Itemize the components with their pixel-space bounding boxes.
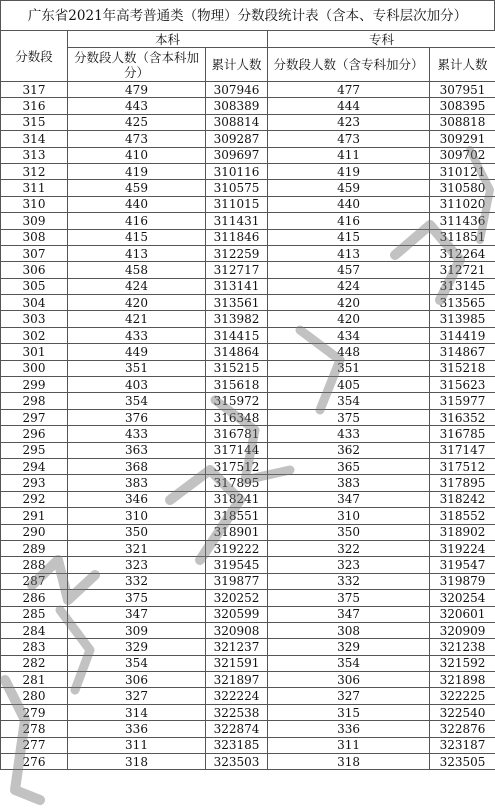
table-row bbox=[1, 557, 495, 573]
table-row bbox=[1, 508, 495, 524]
undergrad-cumulative-cell: 321591 bbox=[206, 655, 268, 671]
undergrad-count-cell: 424 bbox=[68, 278, 206, 294]
undergrad-count-cell: 346 bbox=[68, 491, 206, 507]
undergrad-cumulative-cell: 311015 bbox=[206, 196, 268, 212]
score-band-cell: 303 bbox=[1, 311, 68, 327]
undergrad-cumulative-cell: 316781 bbox=[206, 426, 268, 442]
table-row bbox=[1, 442, 495, 458]
undergrad-cumulative-cell: 318901 bbox=[206, 524, 268, 540]
junior-cumulative-cell: 312721 bbox=[430, 262, 495, 278]
undergrad-count-cell: 443 bbox=[68, 98, 206, 114]
score-band-cell: 280 bbox=[1, 688, 68, 704]
undergrad-cumulative-cell: 323503 bbox=[206, 754, 268, 770]
junior-cumulative-cell: 314867 bbox=[430, 344, 495, 360]
table-row bbox=[1, 98, 495, 114]
junior-count-cell: 405 bbox=[268, 377, 430, 393]
junior-cumulative-cell: 319547 bbox=[430, 557, 495, 573]
junior-cumulative-cell: 317895 bbox=[430, 475, 495, 491]
score-band-cell: 296 bbox=[1, 426, 68, 442]
header-score-band: 分数段 bbox=[1, 31, 68, 82]
junior-count-cell: 362 bbox=[268, 442, 430, 458]
table-row bbox=[1, 721, 495, 737]
table-row bbox=[1, 524, 495, 540]
undergrad-count-cell: 473 bbox=[68, 131, 206, 147]
junior-count-cell: 365 bbox=[268, 458, 430, 474]
junior-count-cell: 327 bbox=[268, 688, 430, 704]
undergrad-count-cell: 421 bbox=[68, 311, 206, 327]
junior-cumulative-cell: 319224 bbox=[430, 540, 495, 556]
undergrad-count-cell: 433 bbox=[68, 327, 206, 343]
table-row bbox=[1, 573, 495, 589]
score-band-cell: 279 bbox=[1, 704, 68, 720]
score-band-cell: 283 bbox=[1, 639, 68, 655]
table-row bbox=[1, 344, 495, 360]
junior-count-cell: 347 bbox=[268, 606, 430, 622]
table-row bbox=[1, 672, 495, 688]
table-row bbox=[1, 409, 495, 425]
junior-cumulative-cell: 309702 bbox=[430, 147, 495, 163]
score-band-cell: 307 bbox=[1, 245, 68, 261]
junior-cumulative-cell: 320909 bbox=[430, 622, 495, 638]
score-band-cell: 301 bbox=[1, 344, 68, 360]
table-row bbox=[1, 491, 495, 507]
undergrad-cumulative-cell: 315215 bbox=[206, 360, 268, 376]
junior-count-cell: 347 bbox=[268, 491, 430, 507]
junior-cumulative-cell: 313145 bbox=[430, 278, 495, 294]
score-band-cell: 294 bbox=[1, 458, 68, 474]
undergrad-cumulative-cell: 320252 bbox=[206, 590, 268, 606]
undergrad-count-cell: 459 bbox=[68, 180, 206, 196]
undergrad-cumulative-cell: 310116 bbox=[206, 163, 268, 179]
junior-cumulative-cell: 311020 bbox=[430, 196, 495, 212]
junior-count-cell: 375 bbox=[268, 590, 430, 606]
junior-count-cell: 306 bbox=[268, 672, 430, 688]
score-band-cell: 312 bbox=[1, 163, 68, 179]
score-band-cell: 278 bbox=[1, 721, 68, 737]
junior-count-cell: 444 bbox=[268, 98, 430, 114]
score-band-cell: 291 bbox=[1, 508, 68, 524]
undergrad-count-cell: 327 bbox=[68, 688, 206, 704]
junior-count-cell: 332 bbox=[268, 573, 430, 589]
undergrad-cumulative-cell: 322874 bbox=[206, 721, 268, 737]
undergrad-cumulative-cell: 308814 bbox=[206, 114, 268, 130]
table-row bbox=[1, 688, 495, 704]
score-band-cell: 295 bbox=[1, 442, 68, 458]
undergrad-count-cell: 350 bbox=[68, 524, 206, 540]
score-band-cell: 293 bbox=[1, 475, 68, 491]
junior-cumulative-cell: 315623 bbox=[430, 377, 495, 393]
junior-count-cell: 420 bbox=[268, 311, 430, 327]
table-row bbox=[1, 311, 495, 327]
undergrad-count-cell: 354 bbox=[68, 393, 206, 409]
undergrad-cumulative-cell: 309697 bbox=[206, 147, 268, 163]
undergrad-count-cell: 306 bbox=[68, 672, 206, 688]
undergrad-cumulative-cell: 311431 bbox=[206, 213, 268, 229]
table-row bbox=[1, 639, 495, 655]
header-junior-group: 专科 bbox=[268, 31, 495, 48]
header-undergrad-count: 分数段人数（含本科加分） bbox=[68, 48, 206, 82]
junior-count-cell: 419 bbox=[268, 163, 430, 179]
undergrad-cumulative-cell: 322224 bbox=[206, 688, 268, 704]
undergrad-cumulative-cell: 311846 bbox=[206, 229, 268, 245]
table-row bbox=[1, 82, 495, 98]
junior-cumulative-cell: 317147 bbox=[430, 442, 495, 458]
score-band-cell: 304 bbox=[1, 295, 68, 311]
junior-count-cell: 477 bbox=[268, 82, 430, 98]
undergrad-cumulative-cell: 319877 bbox=[206, 573, 268, 589]
junior-count-cell: 354 bbox=[268, 393, 430, 409]
undergrad-cumulative-cell: 316348 bbox=[206, 409, 268, 425]
table-row bbox=[1, 754, 495, 770]
table-row bbox=[1, 737, 495, 753]
score-band-cell: 302 bbox=[1, 327, 68, 343]
junior-cumulative-cell: 310580 bbox=[430, 180, 495, 196]
junior-count-cell: 457 bbox=[268, 262, 430, 278]
junior-cumulative-cell: 323505 bbox=[430, 754, 495, 770]
score-distribution-table bbox=[0, 30, 495, 770]
table-row bbox=[1, 262, 495, 278]
undergrad-count-cell: 383 bbox=[68, 475, 206, 491]
junior-count-cell: 459 bbox=[268, 180, 430, 196]
table-row bbox=[1, 360, 495, 376]
table-row bbox=[1, 475, 495, 491]
score-band-cell: 299 bbox=[1, 377, 68, 393]
junior-cumulative-cell: 322876 bbox=[430, 721, 495, 737]
undergrad-count-cell: 425 bbox=[68, 114, 206, 130]
score-band-cell: 300 bbox=[1, 360, 68, 376]
junior-count-cell: 448 bbox=[268, 344, 430, 360]
junior-count-cell: 413 bbox=[268, 245, 430, 261]
junior-count-cell: 424 bbox=[268, 278, 430, 294]
junior-cumulative-cell: 318552 bbox=[430, 508, 495, 524]
undergrad-count-cell: 479 bbox=[68, 82, 206, 98]
score-band-cell: 306 bbox=[1, 262, 68, 278]
header-undergrad-cumulative: 累计人数 bbox=[206, 48, 268, 82]
score-band-cell: 297 bbox=[1, 409, 68, 425]
score-band-cell: 305 bbox=[1, 278, 68, 294]
undergrad-count-cell: 420 bbox=[68, 295, 206, 311]
undergrad-count-cell: 413 bbox=[68, 245, 206, 261]
junior-cumulative-cell: 307951 bbox=[430, 82, 495, 98]
junior-count-cell: 473 bbox=[268, 131, 430, 147]
junior-cumulative-cell: 308818 bbox=[430, 114, 495, 130]
table-row bbox=[1, 180, 495, 196]
junior-cumulative-cell: 319879 bbox=[430, 573, 495, 589]
score-band-cell: 276 bbox=[1, 754, 68, 770]
undergrad-count-cell: 311 bbox=[68, 737, 206, 753]
undergrad-count-cell: 354 bbox=[68, 655, 206, 671]
junior-cumulative-cell: 321238 bbox=[430, 639, 495, 655]
undergrad-count-cell: 368 bbox=[68, 458, 206, 474]
score-band-cell: 284 bbox=[1, 622, 68, 638]
junior-count-cell: 383 bbox=[268, 475, 430, 491]
table-row bbox=[1, 278, 495, 294]
table-row bbox=[1, 655, 495, 671]
junior-cumulative-cell: 315218 bbox=[430, 360, 495, 376]
junior-cumulative-cell: 322225 bbox=[430, 688, 495, 704]
junior-count-cell: 351 bbox=[268, 360, 430, 376]
undergrad-cumulative-cell: 319545 bbox=[206, 557, 268, 573]
score-band-cell: 315 bbox=[1, 114, 68, 130]
header-undergrad-group: 本科 bbox=[68, 31, 268, 48]
undergrad-count-cell: 347 bbox=[68, 606, 206, 622]
junior-cumulative-cell: 318242 bbox=[430, 491, 495, 507]
undergrad-cumulative-cell: 312259 bbox=[206, 245, 268, 261]
undergrad-count-cell: 329 bbox=[68, 639, 206, 655]
undergrad-count-cell: 410 bbox=[68, 147, 206, 163]
junior-count-cell: 423 bbox=[268, 114, 430, 130]
undergrad-cumulative-cell: 320599 bbox=[206, 606, 268, 622]
table-row bbox=[1, 229, 495, 245]
table-title: 广东省2021年高考普通类（物理）分数段统计表（含本、专科层次加分） bbox=[0, 0, 495, 30]
junior-count-cell: 434 bbox=[268, 327, 430, 343]
score-band-cell: 308 bbox=[1, 229, 68, 245]
junior-count-cell: 411 bbox=[268, 147, 430, 163]
undergrad-count-cell: 415 bbox=[68, 229, 206, 245]
table-row bbox=[1, 590, 495, 606]
undergrad-cumulative-cell: 314415 bbox=[206, 327, 268, 343]
table-row bbox=[1, 426, 495, 442]
undergrad-count-cell: 314 bbox=[68, 704, 206, 720]
junior-cumulative-cell: 310121 bbox=[430, 163, 495, 179]
junior-cumulative-cell: 315977 bbox=[430, 393, 495, 409]
undergrad-count-cell: 323 bbox=[68, 557, 206, 573]
junior-count-cell: 354 bbox=[268, 655, 430, 671]
junior-cumulative-cell: 309291 bbox=[430, 131, 495, 147]
undergrad-cumulative-cell: 315972 bbox=[206, 393, 268, 409]
undergrad-cumulative-cell: 315618 bbox=[206, 377, 268, 393]
undergrad-cumulative-cell: 320908 bbox=[206, 622, 268, 638]
junior-count-cell: 322 bbox=[268, 540, 430, 556]
score-band-cell: 313 bbox=[1, 147, 68, 163]
score-band-cell: 281 bbox=[1, 672, 68, 688]
junior-cumulative-cell: 316785 bbox=[430, 426, 495, 442]
junior-count-cell: 416 bbox=[268, 213, 430, 229]
undergrad-cumulative-cell: 307946 bbox=[206, 82, 268, 98]
undergrad-count-cell: 458 bbox=[68, 262, 206, 278]
score-band-cell: 285 bbox=[1, 606, 68, 622]
junior-count-cell: 308 bbox=[268, 622, 430, 638]
junior-cumulative-cell: 313565 bbox=[430, 295, 495, 311]
undergrad-count-cell: 419 bbox=[68, 163, 206, 179]
undergrad-count-cell: 309 bbox=[68, 622, 206, 638]
table-row bbox=[1, 131, 495, 147]
junior-count-cell: 350 bbox=[268, 524, 430, 540]
junior-count-cell: 329 bbox=[268, 639, 430, 655]
score-band-cell: 311 bbox=[1, 180, 68, 196]
table-row bbox=[1, 458, 495, 474]
undergrad-cumulative-cell: 313982 bbox=[206, 311, 268, 327]
junior-count-cell: 311 bbox=[268, 737, 430, 753]
undergrad-cumulative-cell: 317512 bbox=[206, 458, 268, 474]
junior-count-cell: 375 bbox=[268, 409, 430, 425]
junior-cumulative-cell: 317512 bbox=[430, 458, 495, 474]
undergrad-count-cell: 351 bbox=[68, 360, 206, 376]
table-row bbox=[1, 377, 495, 393]
junior-count-cell: 323 bbox=[268, 557, 430, 573]
table-row bbox=[1, 540, 495, 556]
undergrad-cumulative-cell: 308389 bbox=[206, 98, 268, 114]
junior-count-cell: 310 bbox=[268, 508, 430, 524]
undergrad-cumulative-cell: 313561 bbox=[206, 295, 268, 311]
score-band-cell: 287 bbox=[1, 573, 68, 589]
undergrad-count-cell: 321 bbox=[68, 540, 206, 556]
junior-cumulative-cell: 318902 bbox=[430, 524, 495, 540]
junior-cumulative-cell: 321592 bbox=[430, 655, 495, 671]
undergrad-cumulative-cell: 310575 bbox=[206, 180, 268, 196]
junior-count-cell: 336 bbox=[268, 721, 430, 737]
junior-cumulative-cell: 311436 bbox=[430, 213, 495, 229]
undergrad-count-cell: 375 bbox=[68, 590, 206, 606]
score-band-cell: 316 bbox=[1, 98, 68, 114]
table-row bbox=[1, 327, 495, 343]
table-row bbox=[1, 295, 495, 311]
undergrad-count-cell: 310 bbox=[68, 508, 206, 524]
table-row bbox=[1, 245, 495, 261]
table-row bbox=[1, 163, 495, 179]
junior-count-cell: 440 bbox=[268, 196, 430, 212]
junior-cumulative-cell: 308395 bbox=[430, 98, 495, 114]
undergrad-count-cell: 449 bbox=[68, 344, 206, 360]
score-band-cell: 290 bbox=[1, 524, 68, 540]
junior-cumulative-cell: 321898 bbox=[430, 672, 495, 688]
score-band-cell: 288 bbox=[1, 557, 68, 573]
junior-count-cell: 433 bbox=[268, 426, 430, 442]
score-band-cell: 310 bbox=[1, 196, 68, 212]
header-junior-count: 分数段人数（含专科加分） bbox=[268, 48, 430, 82]
score-band-cell: 298 bbox=[1, 393, 68, 409]
undergrad-cumulative-cell: 321897 bbox=[206, 672, 268, 688]
score-band-cell: 292 bbox=[1, 491, 68, 507]
junior-count-cell: 420 bbox=[268, 295, 430, 311]
undergrad-count-cell: 336 bbox=[68, 721, 206, 737]
undergrad-cumulative-cell: 312717 bbox=[206, 262, 268, 278]
table-row bbox=[1, 213, 495, 229]
score-band-cell: 317 bbox=[1, 82, 68, 98]
score-band-cell: 309 bbox=[1, 213, 68, 229]
undergrad-count-cell: 363 bbox=[68, 442, 206, 458]
undergrad-count-cell: 332 bbox=[68, 573, 206, 589]
table-row bbox=[1, 606, 495, 622]
table-row bbox=[1, 196, 495, 212]
undergrad-cumulative-cell: 317895 bbox=[206, 475, 268, 491]
table-row bbox=[1, 393, 495, 409]
header-junior-cumulative: 累计人数 bbox=[430, 48, 495, 82]
undergrad-cumulative-cell: 314864 bbox=[206, 344, 268, 360]
score-band-cell: 314 bbox=[1, 131, 68, 147]
junior-cumulative-cell: 320254 bbox=[430, 590, 495, 606]
junior-cumulative-cell: 314419 bbox=[430, 327, 495, 343]
undergrad-cumulative-cell: 313141 bbox=[206, 278, 268, 294]
junior-cumulative-cell: 322540 bbox=[430, 704, 495, 720]
undergrad-cumulative-cell: 317144 bbox=[206, 442, 268, 458]
junior-cumulative-cell: 311851 bbox=[430, 229, 495, 245]
score-band-cell: 277 bbox=[1, 737, 68, 753]
undergrad-count-cell: 403 bbox=[68, 377, 206, 393]
undergrad-cumulative-cell: 319222 bbox=[206, 540, 268, 556]
junior-count-cell: 318 bbox=[268, 754, 430, 770]
undergrad-cumulative-cell: 309287 bbox=[206, 131, 268, 147]
undergrad-cumulative-cell: 323185 bbox=[206, 737, 268, 753]
undergrad-count-cell: 318 bbox=[68, 754, 206, 770]
score-band-cell: 282 bbox=[1, 655, 68, 671]
table-row bbox=[1, 147, 495, 163]
undergrad-cumulative-cell: 322538 bbox=[206, 704, 268, 720]
undergrad-count-cell: 376 bbox=[68, 409, 206, 425]
undergrad-cumulative-cell: 318241 bbox=[206, 491, 268, 507]
junior-cumulative-cell: 323187 bbox=[430, 737, 495, 753]
score-band-cell: 286 bbox=[1, 590, 68, 606]
junior-cumulative-cell: 313985 bbox=[430, 311, 495, 327]
undergrad-cumulative-cell: 318551 bbox=[206, 508, 268, 524]
table-row bbox=[1, 114, 495, 130]
undergrad-cumulative-cell: 321237 bbox=[206, 639, 268, 655]
junior-cumulative-cell: 320601 bbox=[430, 606, 495, 622]
table-row bbox=[1, 622, 495, 638]
table-row bbox=[1, 704, 495, 720]
undergrad-count-cell: 433 bbox=[68, 426, 206, 442]
table-body bbox=[1, 82, 495, 770]
undergrad-count-cell: 416 bbox=[68, 213, 206, 229]
junior-count-cell: 415 bbox=[268, 229, 430, 245]
junior-count-cell: 315 bbox=[268, 704, 430, 720]
undergrad-count-cell: 440 bbox=[68, 196, 206, 212]
junior-cumulative-cell: 316352 bbox=[430, 409, 495, 425]
junior-cumulative-cell: 312264 bbox=[430, 245, 495, 261]
score-band-cell: 289 bbox=[1, 540, 68, 556]
